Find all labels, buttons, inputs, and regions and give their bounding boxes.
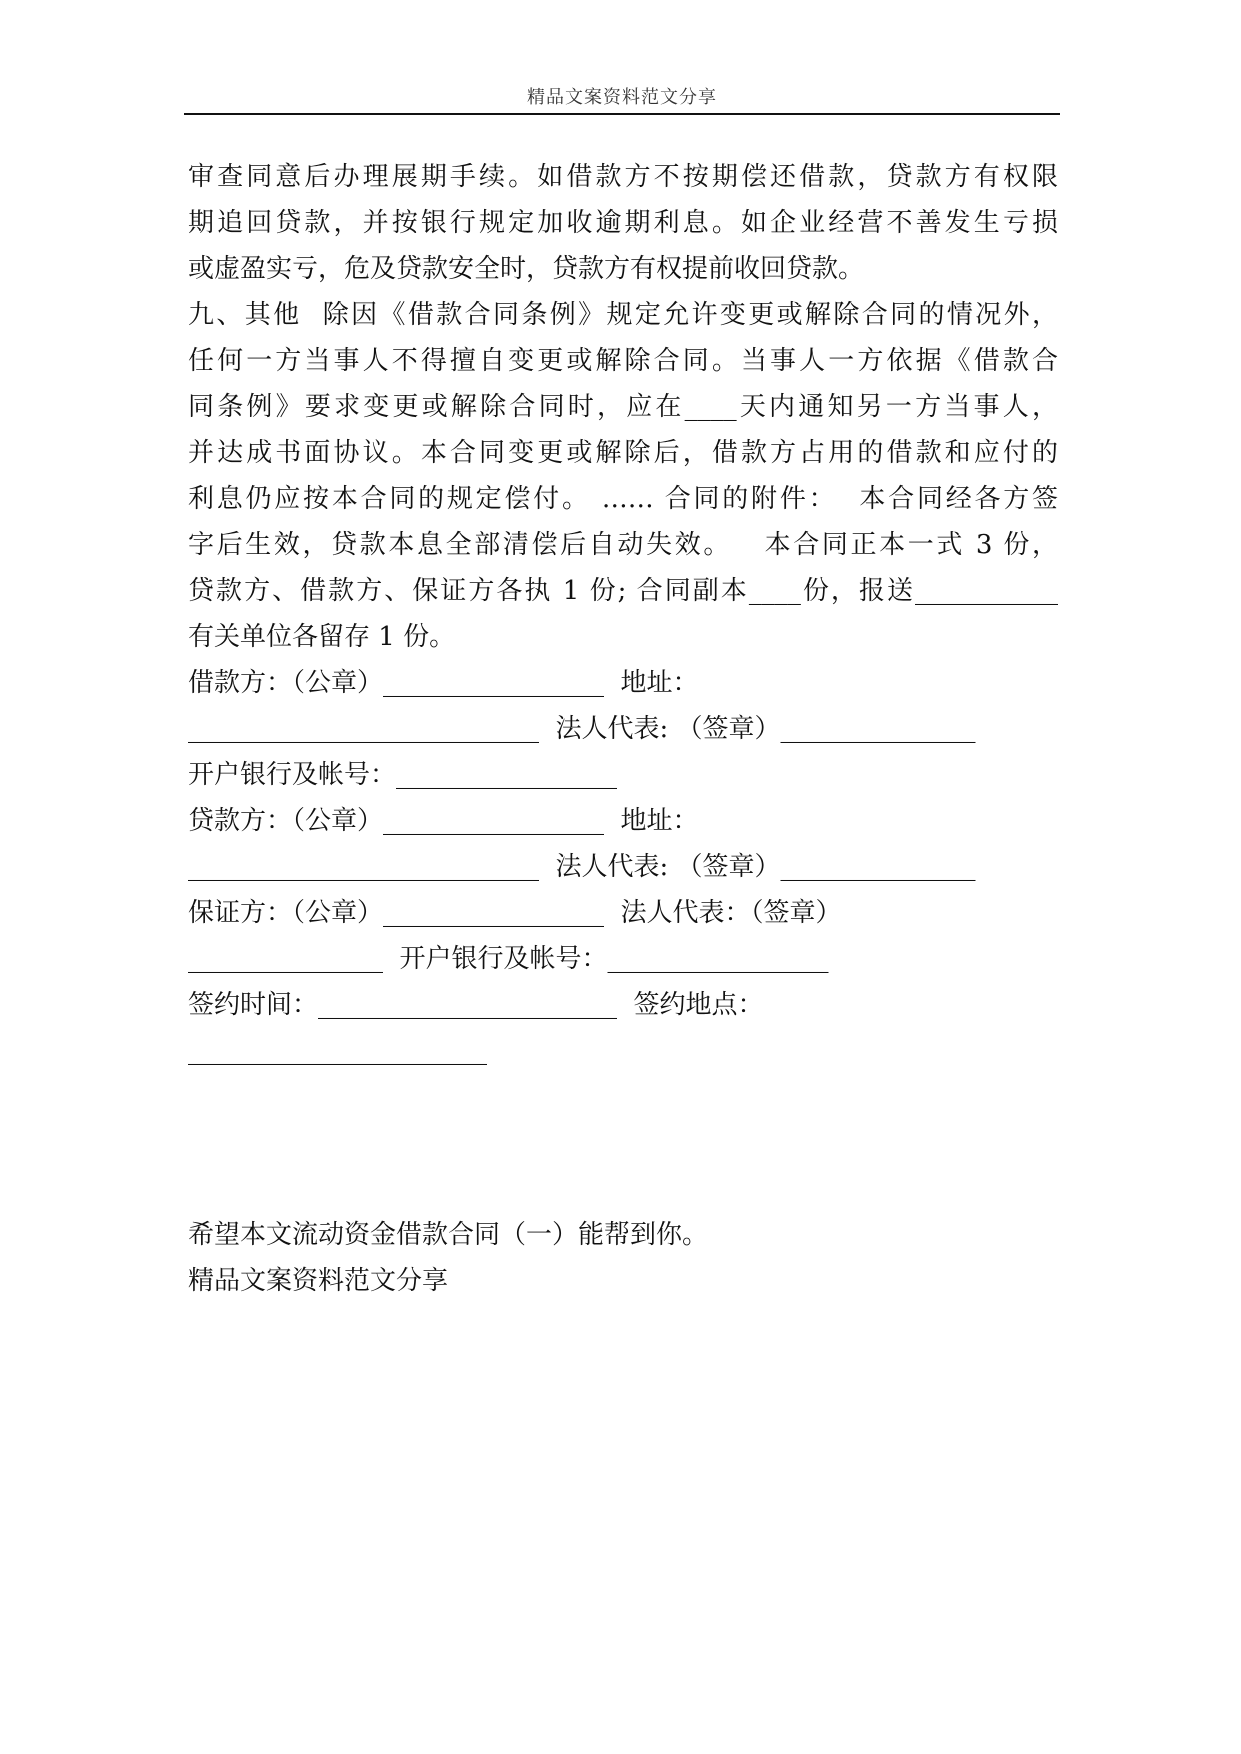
body-line: 九、其他 除因《借款合同条例》规定允许变更或解除合同的情况外， — [188, 300, 1058, 330]
body-line: 利息仍应按本合同的规定偿付。 …… 合同的附件： 本合同经各方签 — [188, 484, 1058, 514]
signature-line-guarantor: 保证方：（公章）_________________ 法人代表：（签章） — [188, 898, 842, 928]
body-line: 并达成书面协议。本合同变更或解除后，借款方占用的借款和应付的 — [188, 438, 1058, 468]
body-line: 任何一方当事人不得擅自变更或解除合同。当事人一方依据《借款合 — [188, 346, 1058, 376]
closing-line: 希望本文流动资金借款合同（一）能帮到你。 — [188, 1220, 709, 1250]
body-line: 期追回贷款，并按银行规定加收逾期利息。如企业经营不善发生亏损 — [188, 208, 1058, 238]
page-header-title: 精品文案资料范文分享 — [527, 87, 717, 108]
body-line: 或虚盈实亏，危及贷款安全时，贷款方有权提前收回贷款。 — [188, 254, 865, 284]
signature-line-lender-rep: ___________________________ 法人代表: （签章）_______________ — [188, 852, 976, 882]
signature-line-guarantor-bank: _______________ 开户银行及帐号：_________________ — [188, 944, 829, 974]
signature-line-borrower: 借款方：（公章）_________________ 地址： — [188, 668, 699, 698]
body-line: 字后生效，贷款本息全部清偿后自动失效。 本合同正本一式 3 份， — [188, 530, 1058, 560]
body-line: 同条例》要求变更或解除合同时，应在____天内通知另一方当事人， — [188, 392, 1058, 422]
document-body — [188, 154, 1058, 1304]
signature-line-lender: 贷款方：（公章）_________________ 地址： — [188, 806, 699, 836]
header-divider — [184, 113, 1060, 115]
body-line: 有关单位各留存 1 份。 — [188, 622, 456, 652]
signature-line-date-place: 签约时间：_______________________ 签约地点： — [188, 990, 764, 1020]
signature-line-borrower-bank: 开户银行及帐号：_________________ — [188, 760, 618, 790]
body-line: 贷款方、借款方、保证方各执 1 份; 合同副本____份，报送___________ — [188, 576, 1058, 606]
signature-line-borrower-rep: ___________________________ 法人代表: （签章）_______________ — [188, 714, 976, 744]
body-line: 审查同意后办理展期手续。如借款方不按期偿还借款，贷款方有权限 — [188, 162, 1058, 192]
spacer — [188, 1074, 1058, 1212]
signature-line-place-blank: _______________________ — [188, 1036, 487, 1066]
footer-line: 精品文案资料范文分享 — [188, 1266, 449, 1296]
